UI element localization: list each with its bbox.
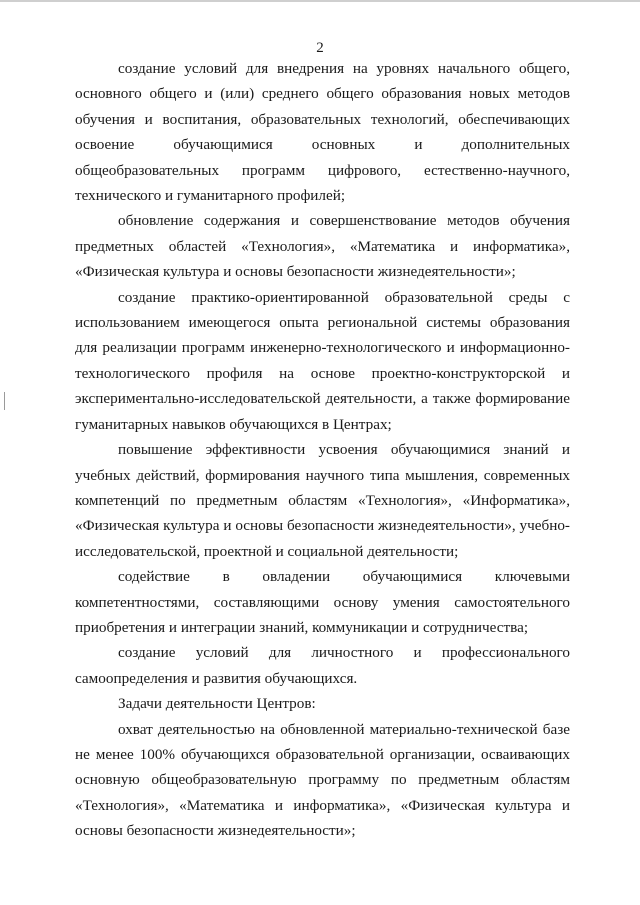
document-body bbox=[75, 56, 570, 844]
paragraph-key-competencies: содействие в овладении обучающимися ключевыми компетентностями, составляющими основу умения самостоятельного приобретения и интеграции знаний, коммуникации и сотрудничества; bbox=[75, 568, 570, 636]
paragraph-efficiency-increase: повышение эффективности усвоения обучающимися знаний и учебных действий, формирования научного типа мышления, современных компетенций по предметным областям «Технология», «Информатика», «Физическая культура и основы безопасности жизнедеятельности», учебно-исследовательской, проектной и социальной деятельности; bbox=[75, 441, 570, 560]
paragraph-tasks-heading: Задачи деятельности Центров: bbox=[118, 695, 316, 713]
scan-mark bbox=[4, 392, 5, 410]
paragraph-conditions-new-methods: создание условий для внедрения на уровнях начального общего, основного общего и (или) среднего общего образования новых методов обучения и воспитания, образовательных технологий, обеспечивающих освоение обучающимися основных и дополнительных общеобразовательных программ цифрового, естественно-научного, технического и гуманитарного профилей; bbox=[75, 60, 570, 205]
page-number: 2 bbox=[316, 40, 324, 56]
paragraph-self-determination: создание условий для личностного и профессионального самоопределения и развития обучающихся. bbox=[75, 644, 570, 687]
paragraph-coverage: охват деятельностью на обновленной материально-технической базе не менее 100% обучающихся образовательной организации, осваивающих основную общеобразовательную программу по предметным областям «Технология», «Математика и информатика», «Физическая культура и основы безопасности жизнедеятельности»; bbox=[75, 720, 570, 840]
paragraph-practice-environment: создание практико-ориентированной образовательной среды с использованием имеющегося опыта региональной системы образования для реализации программ инженерно-технологического и информационно-технологического профиля на основе проектно-конструкторской и экспериментально-исследовательской деятельности, а также формирование гуманитарных навыков обучающихся в Центрах; bbox=[75, 288, 570, 433]
page-top-edge bbox=[0, 0, 640, 2]
paragraph-content-update: обновление содержания и совершенствование методов обучения предметных областей «Технология», «Математика и информатика», «Физическая культура и основы безопасности жизнедеятельности»; bbox=[75, 212, 570, 281]
